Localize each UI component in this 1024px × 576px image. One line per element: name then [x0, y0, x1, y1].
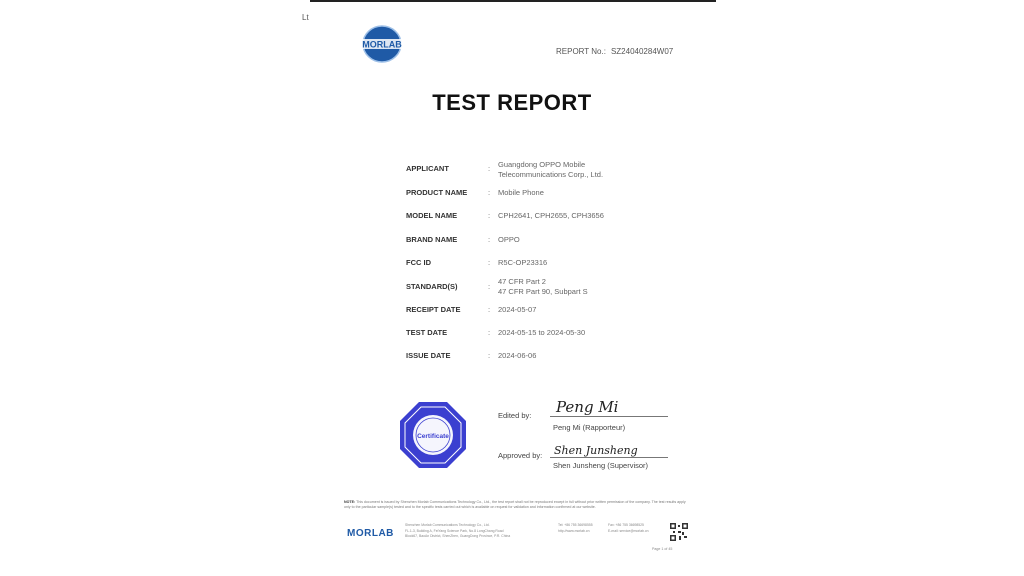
standard-line-1: 47 CFR Part 2 [498, 277, 546, 286]
edited-signature [554, 392, 644, 418]
qr-code-icon [670, 523, 688, 541]
field-value: 2024-05-15 to 2024-05-30 [498, 328, 586, 337]
morlab-logo [352, 24, 412, 64]
report-no-label: REPORT No.: [556, 47, 606, 56]
edited-by-label: Edited by: [498, 411, 532, 420]
corner-mark: Lt [302, 13, 309, 22]
note-text: This document is issued by Shenzhen Morlab Communications Technology Co., Ltd., the test report shall not be reproduced except in full without prior written permission of the company. The test results apply only to the particular sample(s) tested and to the specific tests carried out which is available on request for validation and information confirmed at our website. [344, 500, 686, 509]
field-value: OPPO [498, 235, 520, 244]
footer-address-line: Shenzhen Morlab Communications Technology Co., Ltd. [405, 523, 490, 527]
field-label: BRAND NAME [406, 235, 458, 244]
field-value: 2024-06-06 [498, 351, 537, 360]
certification-stamp-icon [398, 400, 468, 470]
standard-line-2: 47 CFR Part 90, Subpart S [498, 287, 588, 296]
field-value [498, 277, 588, 297]
footer-fax: Fax: +86 755 36698525 [608, 523, 644, 527]
page-number: Page 1 of 45 [652, 547, 673, 551]
footer-tel: Tel: +86 755 36698555 [558, 523, 593, 527]
footer-email[interactable]: E-mail: service@morlab.cn [608, 528, 649, 533]
field-value: 2024-05-07 [498, 305, 537, 314]
stamp-text: Certificate [417, 433, 449, 440]
field-value: CPH2641, CPH2655, CPH3656 [498, 211, 604, 220]
field-label: PRODUCT NAME [406, 188, 468, 197]
field-label: TEST DATE [406, 328, 448, 337]
report-no-value: SZ24040284W07 [610, 47, 674, 56]
field-label: STANDARD(S) [406, 282, 458, 291]
approved-by-label: Approved by: [498, 451, 543, 460]
field-label: APPLICANT [406, 164, 449, 173]
footer-website[interactable]: http://www.morlab.cn [558, 528, 590, 533]
applicant-line-1: Guangdong OPPO Mobile [498, 160, 586, 169]
footer-logo: MORLAB [347, 528, 394, 539]
note-label: NOTE: [344, 500, 356, 504]
edited-by-name: Peng Mi (Rapporteur) [553, 423, 626, 432]
applicant-line-2: Telecommunications Corp., Ltd. [498, 170, 604, 179]
footer-address [405, 523, 510, 540]
approved-sign-line [550, 457, 668, 458]
field-label: RECEIPT DATE [406, 305, 461, 314]
top-rule [310, 0, 716, 2]
field-label: MODEL NAME [406, 211, 458, 220]
approved-signature-script: Shen Junsheng [554, 444, 638, 457]
field-value: Mobile Phone [498, 188, 544, 197]
field-value: R5C-OP23316 [498, 258, 548, 267]
field-label: ISSUE DATE [406, 351, 451, 360]
field-value [498, 160, 603, 180]
disclaimer-note [344, 500, 690, 510]
edited-sign-line [550, 416, 668, 417]
footer-address-line: Block67, BaoAn District, ShenZhen, GuangDong Province, P.R. China [405, 534, 511, 538]
edited-signature-script: Peng Mi [556, 398, 619, 416]
field-label: FCC ID [406, 258, 431, 267]
report-number [556, 47, 673, 56]
logo-text: MORLAB [362, 39, 402, 50]
footer-address-line: FL.1-3, Building A, FeiYang Science Park, No.8 LongChang Road [405, 528, 504, 533]
approved-by-name: Shen Junsheng (Supervisor) [553, 461, 649, 470]
footer-contact-tel [558, 523, 593, 534]
page-title: TEST REPORT [432, 90, 592, 115]
footer-contact-fax [608, 523, 649, 534]
